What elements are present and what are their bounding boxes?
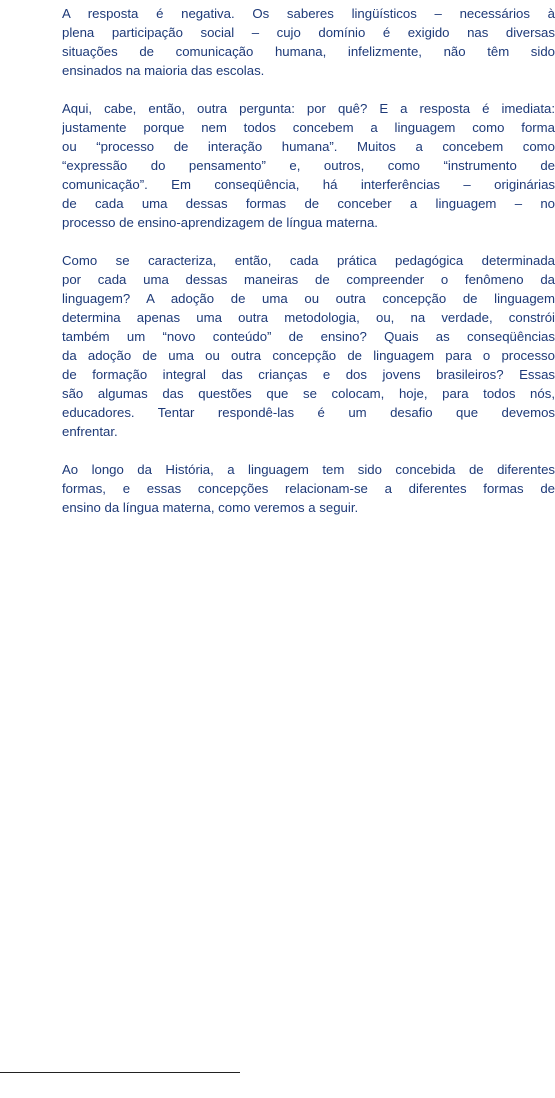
text-line: educadores. Tentar respondê-las é um desafio que devemos — [62, 405, 555, 420]
text-line: ou “processo de interação humana”. Muitos a concebem como — [62, 139, 555, 154]
text-line: formas, e essas concepções relacionam-se a diferentes formas de — [62, 481, 555, 496]
text-line: plena participação social – cujo domínio é exigido nas diversas — [62, 25, 555, 40]
text-line: Como se caracteriza, então, cada prática pedagógica determinada — [62, 253, 555, 268]
text-line: de formação integral das crianças e dos jovens brasileiros? Essas — [62, 367, 555, 382]
text-line: de cada uma dessas formas de conceber a linguagem – no — [62, 196, 555, 211]
text-line: comunicação”. Em conseqüência, há interferências – originárias — [62, 177, 555, 192]
text-line: Aqui, cabe, então, outra pergunta: por quê? E a resposta é imediata: — [62, 101, 555, 116]
text-line: ensinados na maioria das escolas. — [62, 63, 265, 78]
paragraph-3 — [62, 251, 555, 441]
text-line: da adoção de uma ou outra concepção de linguagem para o processo — [62, 348, 555, 363]
text-line: “expressão do pensamento” e, outros, como “instrumento de — [62, 158, 555, 173]
paragraph-2 — [62, 99, 555, 232]
footnote-separator — [0, 1072, 240, 1073]
text-line: determina apenas uma outra metodologia, ou, na verdade, constrói — [62, 310, 555, 325]
text-line: A resposta é negativa. Os saberes lingüísticos – necessários à — [62, 6, 555, 21]
paragraph-1 — [62, 4, 555, 80]
text-line: processo de ensino-aprendizagem de língua materna. — [62, 215, 378, 230]
text-line: são algumas das questões que se colocam, hoje, para todos nós, — [62, 386, 555, 401]
text-line: também um “novo conteúdo” de ensino? Quais as conseqüências — [62, 329, 555, 344]
paragraph-4 — [62, 460, 555, 517]
text-line: justamente porque nem todos concebem a linguagem como forma — [62, 120, 555, 135]
body-text — [62, 4, 555, 536]
text-line: por cada uma dessas maneiras de compreender o fenômeno da — [62, 272, 555, 287]
text-line: linguagem? A adoção de uma ou outra concepção de linguagem — [62, 291, 555, 306]
text-line: Ao longo da História, a linguagem tem sido concebida de diferentes — [62, 462, 555, 477]
text-line: ensino da língua materna, como veremos a seguir. — [62, 500, 359, 515]
text-line: situações de comunicação humana, infelizmente, não têm sido — [62, 44, 555, 59]
text-line: enfrentar. — [62, 424, 118, 439]
